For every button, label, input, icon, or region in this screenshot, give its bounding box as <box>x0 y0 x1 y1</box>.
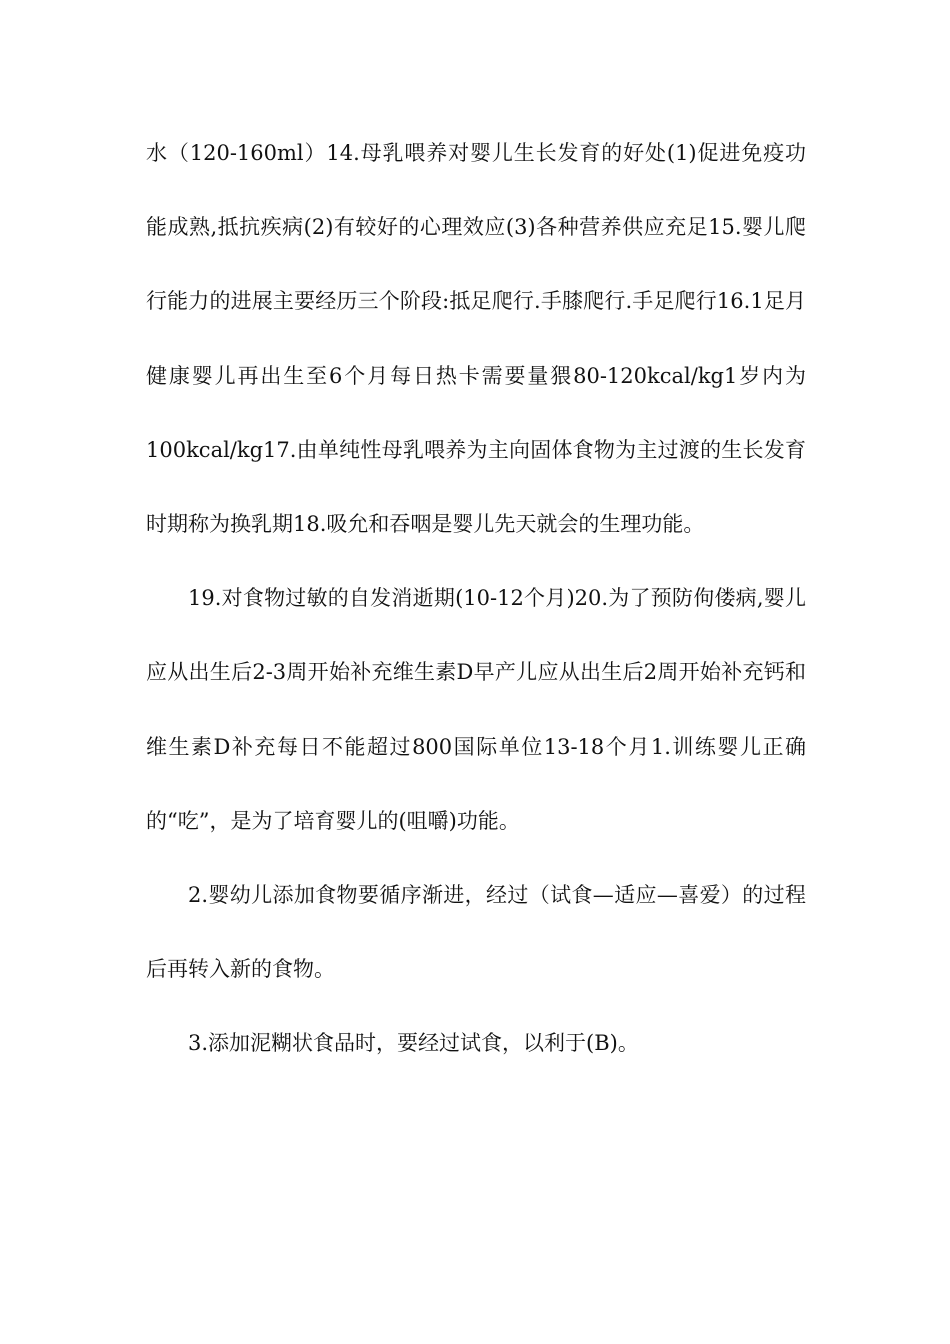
paragraph-1: 水（120-160ml）14.母乳喂养对婴儿生长发育的好处(1)促进免疫功能成熟,抵抗疾病(2)有较好的心理效应(3)各种营养供应充足15.婴儿爬行能力的进展主要经历三个阶段:抵足爬行.手膝爬行.手足爬行16.1足月健康婴儿再出生至6个月每日热卡需要量猥80-120kcal/kg1岁内为100kcal/kg17.由单纯性母乳喂养为主向固体食物为主过渡的生长发育时期称为换乳期18.吸允和吞咽是婴儿先天就会的生理功能。 <box>146 141 806 537</box>
paragraph-2: 19.对食物过敏的自发消逝期(10-12个月)20.为了预防佝偻病,婴儿应从出生后2-3周开始补充维生素D早产儿应从出生后2周开始补充钙和维生素D补充每日不能超过800国际单位13-18个月1.训练婴儿正确的“吃”，是为了培育婴儿的(咀嚼)功能。 <box>146 586 806 833</box>
paragraph-4: 3.添加泥糊状食品时，要经过试食，以利于(B)。 <box>188 1031 639 1056</box>
paragraph-3: 2.婴幼儿添加食物要循序渐进，经过（试食—适应—喜爱）的过程后再转入新的食物。 <box>146 883 806 982</box>
body-text <box>146 116 806 1081</box>
